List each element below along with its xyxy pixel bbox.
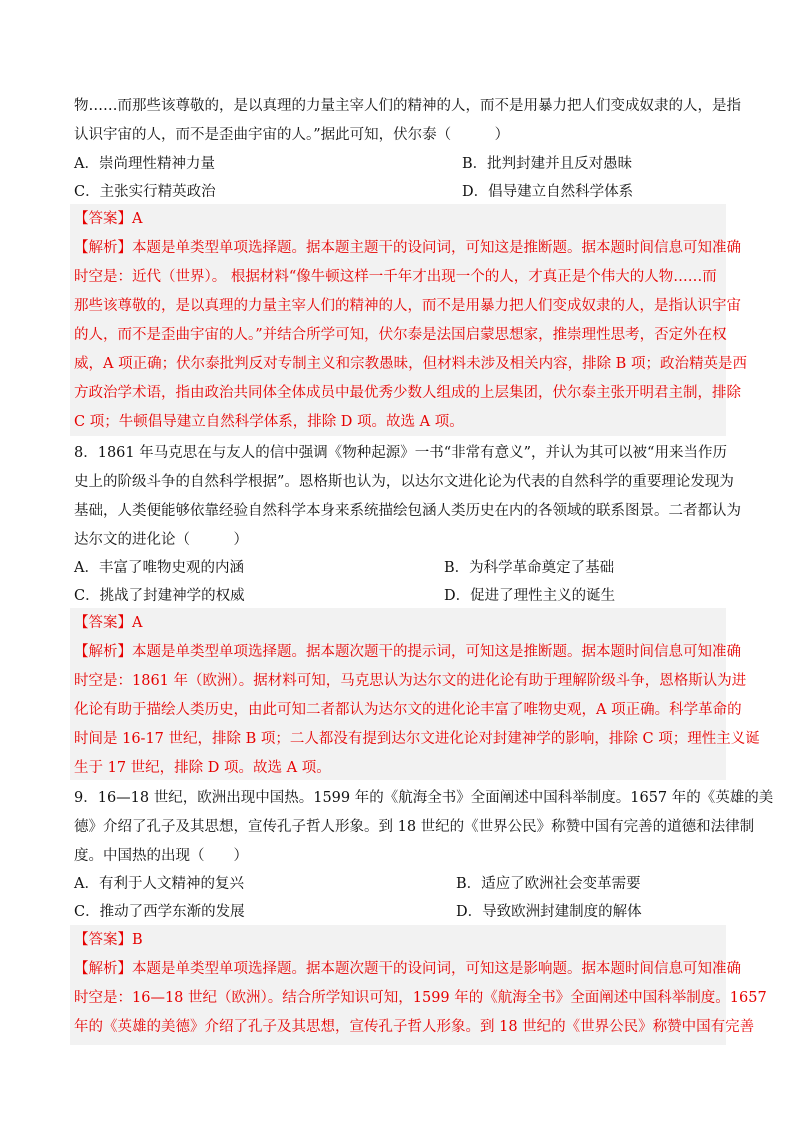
answer-block-8: [70, 608, 760, 780]
option-d: D．倡导建立自然科学体系: [462, 184, 634, 200]
option-a: A．丰富了唯物史观的内涵: [74, 560, 244, 576]
question-stem-line: 9．16—18 世纪，欧洲出现中国热。1599 年的《航海全书》全面阐述中国科举制度。1657 年的《英雄的美: [74, 790, 774, 806]
analysis-line: 【解析】本题是单类型单项选择题。据本题主题干的设问词，可知这是推断题。据本题时间信息可知准确: [74, 240, 741, 256]
option-b: B．适应了欧洲社会变革需要: [456, 876, 641, 892]
option-b: B．批判封建并且反对愚昧: [462, 156, 633, 172]
analysis-line: 时空是：近代（世界）。 根据材料“像牛顿这样一千年才出现一个的人，才真正是个伟大的人物……而: [74, 269, 717, 285]
analysis-line: 威，A 项正确；伏尔泰批判反对专制主义和宗教愚昧，但材料未涉及相关内容，排除 B 项；政治精英是西: [74, 356, 747, 372]
answer-label: 【答案】A: [74, 615, 143, 631]
option-d: D．导致欧洲封建制度的解体: [456, 904, 642, 920]
question-stem-line: 德》介绍了孔子及其思想，宣传孔子哲人形象。到 18 世纪的《世界公民》称赞中国有完善的道德和法律制: [74, 819, 755, 835]
question-stem-line: 8．1861 年马克思在与友人的信中强调《物种起源》一书“非常有意义”，并认为其可以被“用来当作历: [74, 445, 727, 461]
option-d: D．促进了理性主义的诞生: [444, 588, 616, 604]
analysis-line: 化论有助于描绘人类历史，由此可知二者都认为达尔文的进化论丰富了唯物史观，A 项正确。科学革命的: [74, 702, 742, 718]
answer-label: 【答案】B: [74, 932, 143, 948]
analysis-line: C 项；牛顿倡导建立自然科学体系，排除 D 项。故选 A 项。: [74, 414, 464, 430]
analysis-line: 【解析】本题是单类型单项选择题。据本题次题干的设问词，可知这是影响题。据本题时间信息可知准确: [74, 961, 741, 977]
option-a: A．有利于人文精神的复兴: [74, 876, 244, 892]
option-b: B．为科学革命奠定了基础: [444, 560, 615, 576]
answer-block-9: [70, 925, 767, 1045]
analysis-line: 时间是 16-17 世纪，排除 B 项；二人都没有提到达尔文进化论对封建神学的影响，排除 C 项；理性主义诞: [74, 731, 760, 747]
question-stem-line: 史上的阶级斗争的自然科学根据”。恩格斯也认为，以达尔文进化论为代表的自然科学的重要理论发现为: [74, 474, 734, 490]
question-stem-line: 基础，人类便能够依靠经验自然科学本身来系统描绘包涵人类历史在内的各领域的联系图景。二者都认为: [74, 503, 741, 519]
question-stem-line: 度。中国热的出现（ ）: [74, 848, 248, 864]
analysis-line: 生于 17 世纪，排除 D 项。故选 A 项。: [74, 760, 331, 776]
answer-block-7: [70, 204, 747, 436]
analysis-line: 的人，而不是歪曲宇宙的人。”并结合所学可知，伏尔泰是法国启蒙思想家，推崇理性思考，否定外在权: [74, 327, 727, 343]
option-a: A．崇尚理性精神力量: [74, 156, 215, 172]
analysis-line: 【解析】本题是单类型单项选择题。据本题次题干的提示词，可知这是推断题。据本题时间信息可知准确: [74, 644, 741, 660]
question-stem-line: 物……而那些该尊敬的，是以真理的力量主宰人们的精神的人，而不是用暴力把人们变成奴隶的人，是指: [74, 98, 741, 114]
option-c: C．推动了西学东渐的发展: [74, 904, 245, 920]
analysis-line: 年的《英雄的美德》介绍了孔子及其思想，宣传孔子哲人形象。到 18 世纪的《世界公民》称赞中国有完善: [74, 1019, 755, 1035]
analysis-line: 方政治学术语，指由政治共同体全体成员中最优秀少数人组成的上层集团，伏尔泰主张开明君主制，排除: [74, 385, 741, 401]
option-c: C．挑战了封建神学的权威: [74, 588, 245, 604]
analysis-line: 那些该尊敬的，是以真理的力量主宰人们的精神的人，而不是用暴力把人们变成奴隶的人，是指认识宇宙: [74, 298, 741, 314]
question-stem-line: 达尔文的进化论（ ）: [74, 532, 248, 548]
option-c: C．主张实行精英政治: [74, 184, 216, 200]
question-stem-line: 认识宇宙的人，而不是歪曲宇宙的人。”据此可知，伏尔泰（ ）: [74, 127, 510, 143]
analysis-line: 时空是：1861 年（欧洲）。据材料可知，马克思认为达尔文的进化论有助于理解阶级斗争，恩格斯认为进: [74, 673, 747, 689]
analysis-line: 时空是：16—18 世纪（欧洲）。结合所学知识可知，1599 年的《航海全书》全面阐述中国科举制度。1657: [74, 990, 767, 1006]
answer-label: 【答案】A: [74, 211, 143, 227]
